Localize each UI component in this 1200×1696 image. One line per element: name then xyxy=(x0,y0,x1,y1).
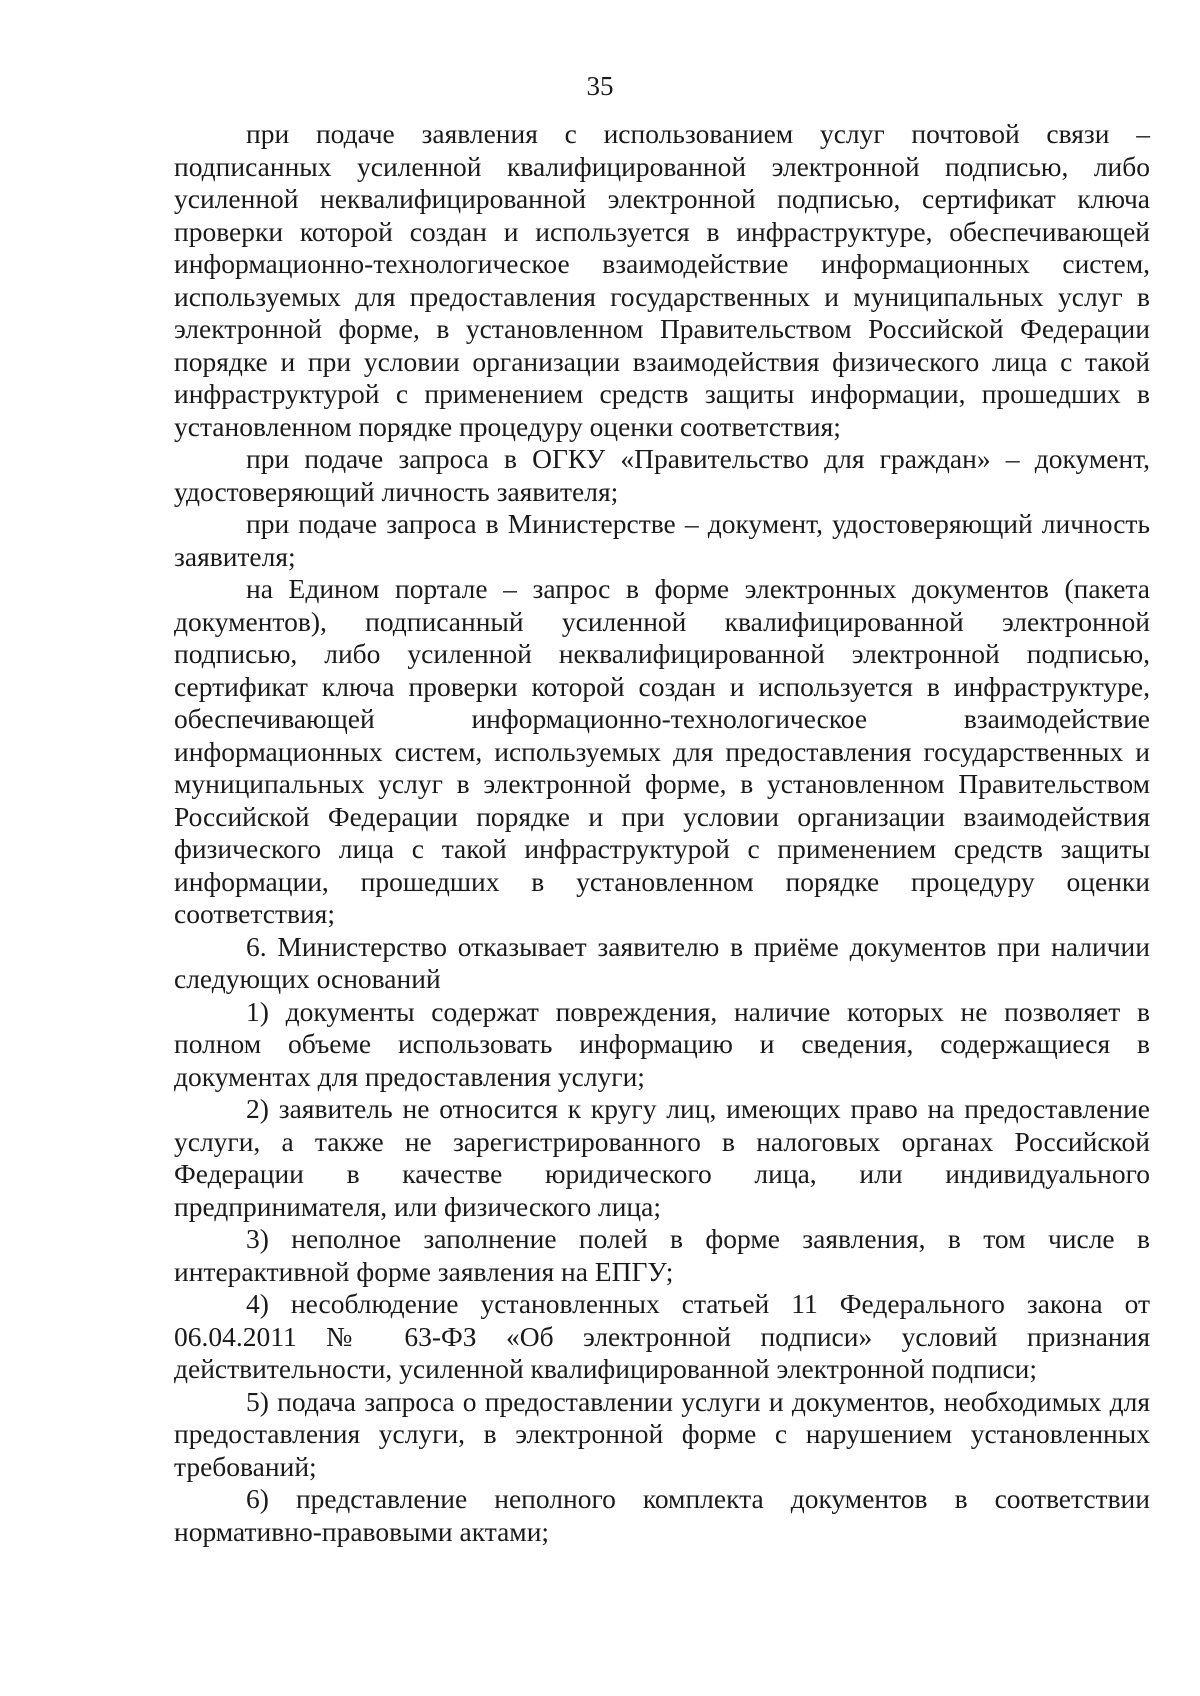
list-item-6: 6) представление неполного комплекта документов в соответствии нормативно-правовыми актами; xyxy=(174,1483,1150,1547)
paragraph-ministry-submission: при подаче запроса в Министерстве – документ, удостоверяющий личность заявителя; xyxy=(174,508,1150,572)
paragraph-ogku-submission: при подаче запроса в ОГКУ «Правительство для граждан» – документ, удостоверяющий личность заявителя; xyxy=(174,443,1150,507)
paragraph-postal-submission: при подаче заявления с использованием услуг почтовой связи – подписанных усиленной квалифицированной электронной подписью, либо усиленной неквалифицированной электронной подписью, сертификат ключа проверки которой создан и используется в инфраструктуре, обеспечивающей информационно-технологическое взаимодействие информационных систем, используемых для предоставления государственных и муниципальных услуг в электронной форме, в установленном Правительством Российской Федерации порядке и при условии организации взаимодействия физического лица с такой инфраструктурой с применением средств защиты информации, прошедших в установленном порядке процедуру оценки соответствия; xyxy=(174,118,1150,442)
document-body xyxy=(174,118,1150,1548)
list-item-1: 1) документы содержат повреждения, наличие которых не позволяет в полном объеме использовать информацию и сведения, содержащиеся в документах для предоставления услуги; xyxy=(174,995,1150,1092)
list-item-3: 3) неполное заполнение полей в форме заявления, в том числе в интерактивной форме заявления на ЕПГУ; xyxy=(174,1223,1150,1287)
page-number: 35 xyxy=(586,71,614,101)
paragraph-unified-portal: на Едином портале – запрос в форме электронных документов (пакета документов), подписанный усиленной квалифицированной электронной подписью, либо усиленной неквалифицированной электронной подписью, сертификат ключа проверки которой создан и используется в инфраструктуре, обеспечивающей информационно-технологическое взаимодействие информационных систем, используемых для предоставления государственных и муниципальных услуг в электронной форме, в установленном Правительством Российской Федерации порядке и при условии организации взаимодействия физического лица с такой инфраструктурой с применением средств защиты информации, прошедших в установленном порядке процедуру оценки соответствия; xyxy=(174,573,1150,929)
paragraph-refusal-grounds: 6. Министерство отказывает заявителю в приёме документов при наличии следующих оснований xyxy=(174,930,1150,994)
list-item-4: 4) несоблюдение установленных статьей 11 Федерального закона от 06.04.2011 № 63-ФЗ «Об электронной подписи» условий признания действительности, усиленной квалифицированной электронной подписи; xyxy=(174,1288,1150,1384)
list-item-2: 2) заявитель не относится к кругу лиц, имеющих право на предоставление услуги, а также не зарегистрированного в налоговых органах Российской Федерации в качестве юридического лица, или индивидуального предпринимателя, или физического лица; xyxy=(174,1093,1150,1222)
list-item-5: 5) подача запроса о предоставлении услуги и документов, необходимых для предоставления услуги, в электронной форме с нарушением установленных требований; xyxy=(174,1385,1150,1482)
